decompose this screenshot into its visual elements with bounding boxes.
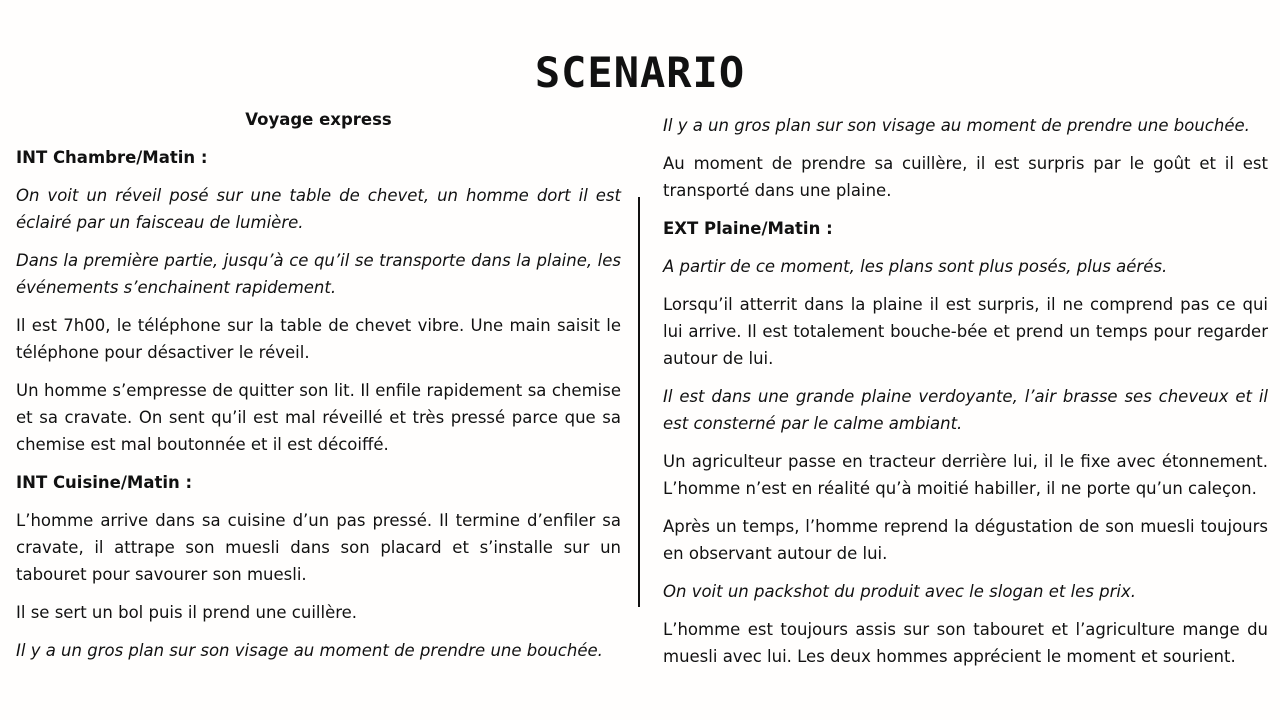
paragraph: Dans la première partie, jusqu’à ce qu’il se transporte dans la plaine, les événements s’enchainent rapidement. [16,251,621,297]
scene-heading-chambre: INT Chambre/Matin : [16,148,208,167]
paragraph: Après un temps, l’homme reprend la dégustation de son muesli toujours en observant autour de lui. [663,517,1268,563]
paragraph: On voit un packshot du produit avec le slogan et les prix. [663,582,1137,601]
paragraph: Il y a un gros plan sur son visage au moment de prendre une bouchée. [16,641,603,660]
paragraph: L’homme arrive dans sa cuisine d’un pas pressé. Il termine d’enfiler sa cravate, il attrape son muesli dans son placard et s’installe sur un tabouret pour savourer son muesli. [16,511,621,584]
right-column [663,112,1268,681]
paragraph: Il est dans une grande plaine verdoyante, l’air brasse ses cheveux et il est consterné par le calme ambiant. [663,387,1268,433]
paragraph: Un homme s’empresse de quitter son lit. Il enfile rapidement sa chemise et sa cravate. On sent qu’il est mal réveillé et très pressé parce que sa chemise est mal boutonnée et il est décoiffé. [16,381,621,454]
left-column [16,106,621,675]
paragraph: Il se sert un bol puis il prend une cuillère. [16,603,358,622]
script-subtitle: Voyage express [245,110,392,129]
paragraph: Il y a un gros plan sur son visage au moment de prendre une bouchée. [663,116,1250,135]
paragraph: A partir de ce moment, les plans sont plus posés, plus aérés. [663,257,1168,276]
paragraph: On voit un réveil posé sur une table de chevet, un homme dort il est éclairé par un faisceau de lumière. [16,186,621,232]
scene-heading-plaine: EXT Plaine/Matin : [663,219,833,238]
paragraph: Un agriculteur passe en tracteur derrière lui, il le fixe avec étonnement. L’homme n’est en réalité qu’à moitié habiller, il ne porte qu’un caleçon. [663,452,1268,498]
paragraph: L’homme est toujours assis sur son tabouret et l’agriculture mange du muesli avec lui. Les deux hommes apprécient le moment et sourient. [663,620,1268,666]
scene-heading-cuisine: INT Cuisine/Matin : [16,473,193,492]
paragraph: Il est 7h00, le téléphone sur la table de chevet vibre. Une main saisit le téléphone pour désactiver le réveil. [16,316,621,362]
paragraph: Au moment de prendre sa cuillère, il est surpris par le goût et il est transporté dans une plaine. [663,154,1268,200]
paragraph: Lorsqu’il atterrit dans la plaine il est surpris, il ne comprend pas ce qui lui arrive. Il est totalement bouche-bée et prend un temps pour regarder autour de lui. [663,295,1268,368]
page-title: SCENARIO [534,48,746,97]
column-divider [638,197,640,607]
